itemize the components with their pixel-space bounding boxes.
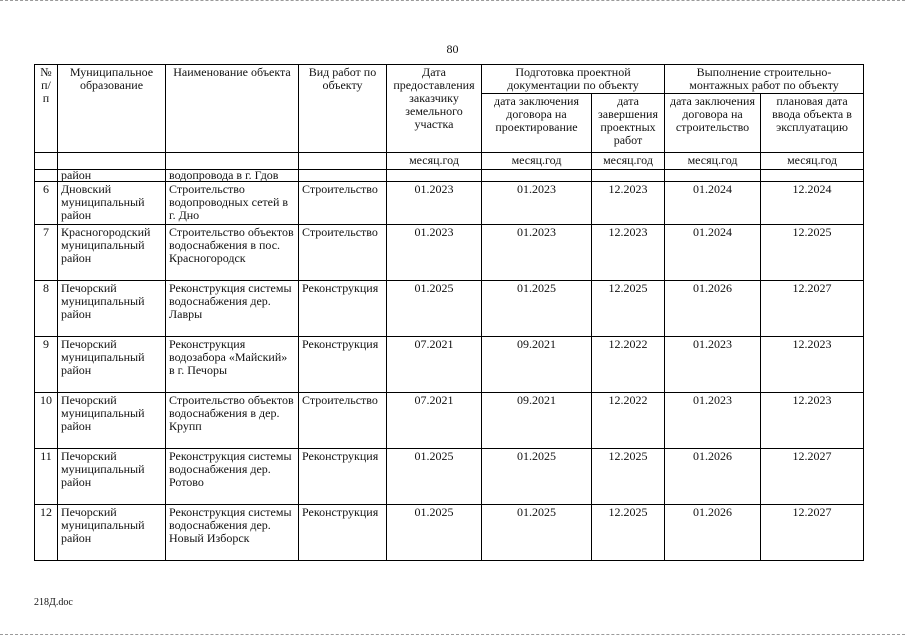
footer-filename: 218Д.doc	[34, 597, 73, 608]
row-municipality: Красногородский муниципальный район	[58, 225, 166, 281]
header-land-date: Дата предоставления заказчику земельного участка	[387, 65, 482, 153]
row-num: 11	[35, 449, 58, 505]
table-cell	[592, 170, 665, 182]
row-build-contract: 01.2024	[665, 182, 761, 225]
row-build-contract: 01.2026	[665, 505, 761, 561]
table-cell	[665, 170, 761, 182]
row-land-date: 01.2025	[387, 505, 482, 561]
row-build-finish: 12.2023	[761, 393, 864, 449]
unit-cell: месяц.год	[761, 153, 864, 170]
row-build-finish: 12.2025	[761, 225, 864, 281]
row-work-type: Строительство	[299, 182, 387, 225]
row-design-contract: 09.2021	[482, 393, 592, 449]
row-municipality: Печорский муниципальный район	[58, 449, 166, 505]
row-land-date: 01.2023	[387, 225, 482, 281]
row-design-contract: 01.2023	[482, 225, 592, 281]
header-build-contract: дата заключения договора на строительство	[665, 94, 761, 153]
header-work-type: Вид работ по объекту	[299, 65, 387, 153]
row-build-finish: 12.2024	[761, 182, 864, 225]
row-design-finish: 12.2025	[592, 449, 665, 505]
header-row	[35, 65, 864, 94]
row-design-finish: 12.2022	[592, 337, 665, 393]
header-num: № п/п	[35, 65, 58, 153]
row-work-type: Реконструкция	[299, 281, 387, 337]
table-row	[35, 281, 864, 337]
row-design-contract: 01.2025	[482, 281, 592, 337]
table-cell	[387, 170, 482, 182]
row-build-contract: 01.2026	[665, 281, 761, 337]
row-build-finish: 12.2023	[761, 337, 864, 393]
header-municipality: Муниципальное образование	[58, 65, 166, 153]
row-num: 6	[35, 182, 58, 225]
unit-cell: месяц.год	[482, 153, 592, 170]
table-row	[35, 393, 864, 449]
row-municipality: Печорский муниципальный район	[58, 337, 166, 393]
row-num: 12	[35, 505, 58, 561]
unit-cell: месяц.год	[387, 153, 482, 170]
row-object: Строительство водопроводных сетей в г. Дно	[166, 182, 299, 225]
continuation-municipality: район	[58, 170, 166, 182]
row-build-finish: 12.2027	[761, 281, 864, 337]
row-design-finish: 12.2023	[592, 225, 665, 281]
row-municipality: Печорский муниципальный район	[58, 393, 166, 449]
row-land-date: 07.2021	[387, 337, 482, 393]
row-land-date: 01.2025	[387, 281, 482, 337]
row-object: Реконструкция системы водоснабжения дер. Новый Изборск	[166, 505, 299, 561]
row-build-contract: 01.2026	[665, 449, 761, 505]
row-design-contract: 09.2021	[482, 337, 592, 393]
row-municipality: Печорский муниципальный район	[58, 505, 166, 561]
scan-bottom-edge	[0, 634, 905, 638]
continuation-row	[35, 170, 864, 182]
header-build-finish: плановая дата ввода объекта в эксплуатацию	[761, 94, 864, 153]
header-design-finish: дата завершения проектных работ	[592, 94, 665, 153]
table-cell	[482, 170, 592, 182]
row-work-type: Реконструкция	[299, 449, 387, 505]
table-row	[35, 449, 864, 505]
unit-cell: месяц.год	[592, 153, 665, 170]
row-build-finish: 12.2027	[761, 449, 864, 505]
row-num: 7	[35, 225, 58, 281]
continuation-object: водопровода в г. Гдов	[166, 170, 299, 182]
table-cell	[35, 170, 58, 182]
schedule-table	[34, 64, 864, 561]
unit-row	[35, 153, 864, 170]
row-build-finish: 12.2027	[761, 505, 864, 561]
unit-cell-empty	[58, 153, 166, 170]
row-object: Строительство объектов водоснабжения в дер. Крупп	[166, 393, 299, 449]
row-design-contract: 01.2023	[482, 182, 592, 225]
row-num: 8	[35, 281, 58, 337]
row-num: 10	[35, 393, 58, 449]
table-row	[35, 225, 864, 281]
header-design-group: Подготовка проектной документации по объекту	[482, 65, 665, 94]
row-municipality: Дновский муниципальный район	[58, 182, 166, 225]
table-row	[35, 505, 864, 561]
row-object: Реконструкция водозабора «Майский» в г. Печоры	[166, 337, 299, 393]
row-land-date: 01.2023	[387, 182, 482, 225]
row-object: Реконструкция системы водоснабжения дер. Ротово	[166, 449, 299, 505]
row-design-contract: 01.2025	[482, 449, 592, 505]
scan-top-edge	[0, 0, 905, 4]
row-municipality: Печорский муниципальный район	[58, 281, 166, 337]
row-object: Реконструкция системы водоснабжения дер. Лавры	[166, 281, 299, 337]
row-build-contract: 01.2024	[665, 225, 761, 281]
row-num: 9	[35, 337, 58, 393]
row-build-contract: 01.2023	[665, 337, 761, 393]
unit-cell: месяц.год	[665, 153, 761, 170]
header-build-group: Выполнение строительно-монтажных работ по объекту	[665, 65, 864, 94]
row-build-contract: 01.2023	[665, 393, 761, 449]
row-design-finish: 12.2023	[592, 182, 665, 225]
row-design-finish: 12.2025	[592, 505, 665, 561]
row-land-date: 07.2021	[387, 393, 482, 449]
page-number: 80	[446, 42, 459, 56]
table-row	[35, 337, 864, 393]
row-land-date: 01.2025	[387, 449, 482, 505]
unit-cell-empty	[299, 153, 387, 170]
row-work-type: Строительство	[299, 393, 387, 449]
row-work-type: Строительство	[299, 225, 387, 281]
row-object: Строительство объектов водоснабжения в пос. Красногородск	[166, 225, 299, 281]
unit-cell-empty	[35, 153, 58, 170]
header-design-contract: дата заключения договора на проектирование	[482, 94, 592, 153]
table-cell	[299, 170, 387, 182]
row-design-finish: 12.2025	[592, 281, 665, 337]
header-object: Наименование объекта	[166, 65, 299, 153]
table-row	[35, 182, 864, 225]
row-design-contract: 01.2025	[482, 505, 592, 561]
row-design-finish: 12.2022	[592, 393, 665, 449]
row-work-type: Реконструкция	[299, 505, 387, 561]
row-work-type: Реконструкция	[299, 337, 387, 393]
unit-cell-empty	[166, 153, 299, 170]
table-cell	[761, 170, 864, 182]
